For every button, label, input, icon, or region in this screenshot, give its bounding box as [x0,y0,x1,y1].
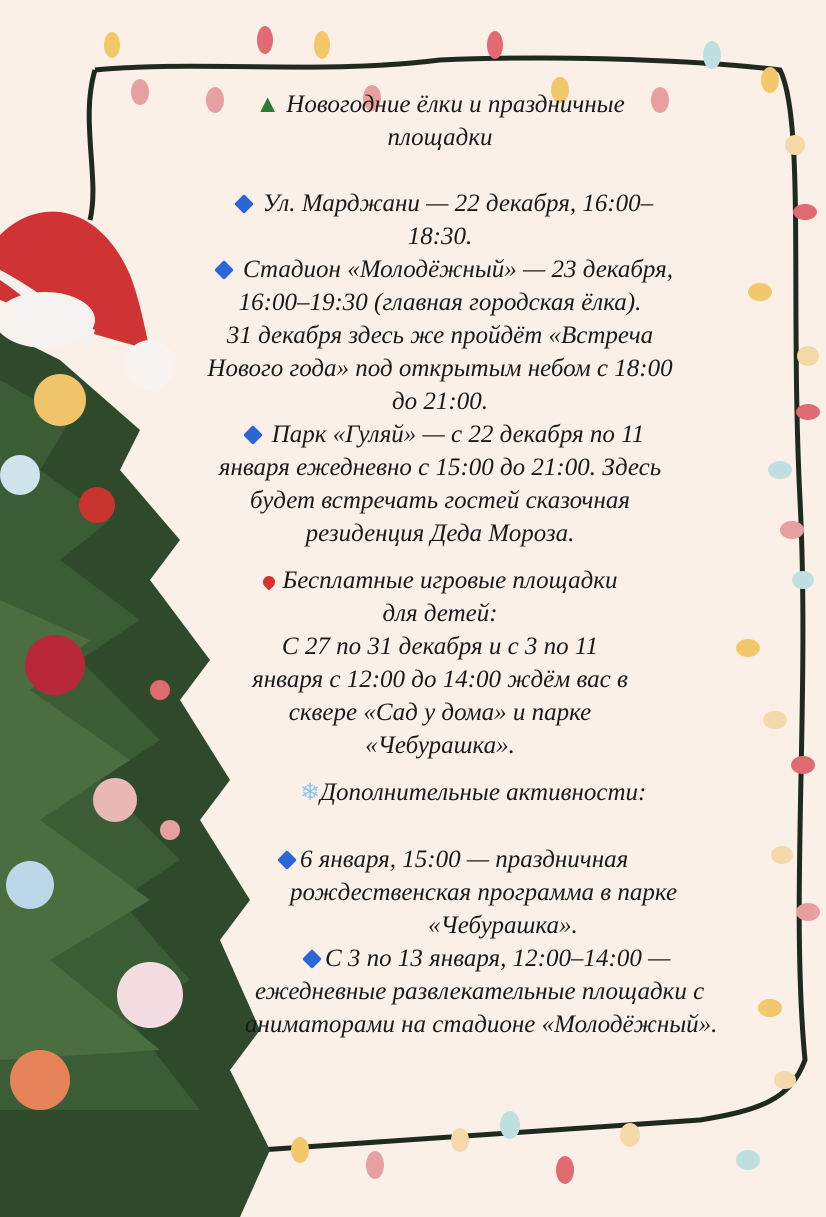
snowflake-icon: ❄ [300,780,321,806]
pin-icon [260,574,277,591]
extra-item-jan6: 6 января, 15:00 — праздничная [160,843,720,876]
blue-diamond-icon [277,850,297,870]
extra-item-jan3: С 3 по 13 января, 12:00–14:00 — [160,942,720,975]
announcement-text: ▲ Новогодние ёлки и праздничные площадки Ул. Марджани — 22 декабря, 16:00– 18:30. Стадион «Молодёжный» — 23 декабря, 16:00–19:30 (главная городская ёлка). 31 декабря здесь же пройдёт «Встреча Нового года» под открытым небом с 18:00 до 21:00. Парк «Гуляй» — с 22 декабря по 11 января ежедневно с 15:00 до 21:00. Здесь будет встречать гостей сказочная резиденция Деда Мороза. Бесплатные игровые площадки для детей: С 27 по 31 декабря и с 3 по 11 января с 12:00 до 14:00 ждём вас в сквере «Сад у дома» и парке «Чебурашка». ❄Дополнительные активности: 6 января, 15:00 — праздничная рождественская программа в парке «Чебурашка». С 3 по 13 января, 12:00–14:00 — ежедневные развлекательные площадки с аниматорами на стадионе «Молодёжный». [160,88,720,1041]
blue-diamond-icon [243,425,263,445]
garland-wire-left [89,70,95,220]
item-stadium: Стадион «Молодёжный» — 23 декабря, [160,253,720,286]
item-park-gulyai: Парк «Гуляй» — с 22 декабря по 11 [160,418,720,451]
playgrounds-title: Бесплатные игровые площадки [160,564,720,597]
section-title-line-2: площадки [387,124,493,151]
extra-title: ❄Дополнительные активности: [300,779,647,806]
blue-diamond-icon [234,194,254,214]
item-marjani: Ул. Марджани — 22 декабря, 16:00– [160,187,720,220]
blue-diamond-icon [214,260,234,280]
section-title: ▲ Новогодние ёлки и праздничные [255,91,625,118]
christmas-tree-icon: ▲ [255,91,281,118]
blue-diamond-icon [302,949,322,969]
